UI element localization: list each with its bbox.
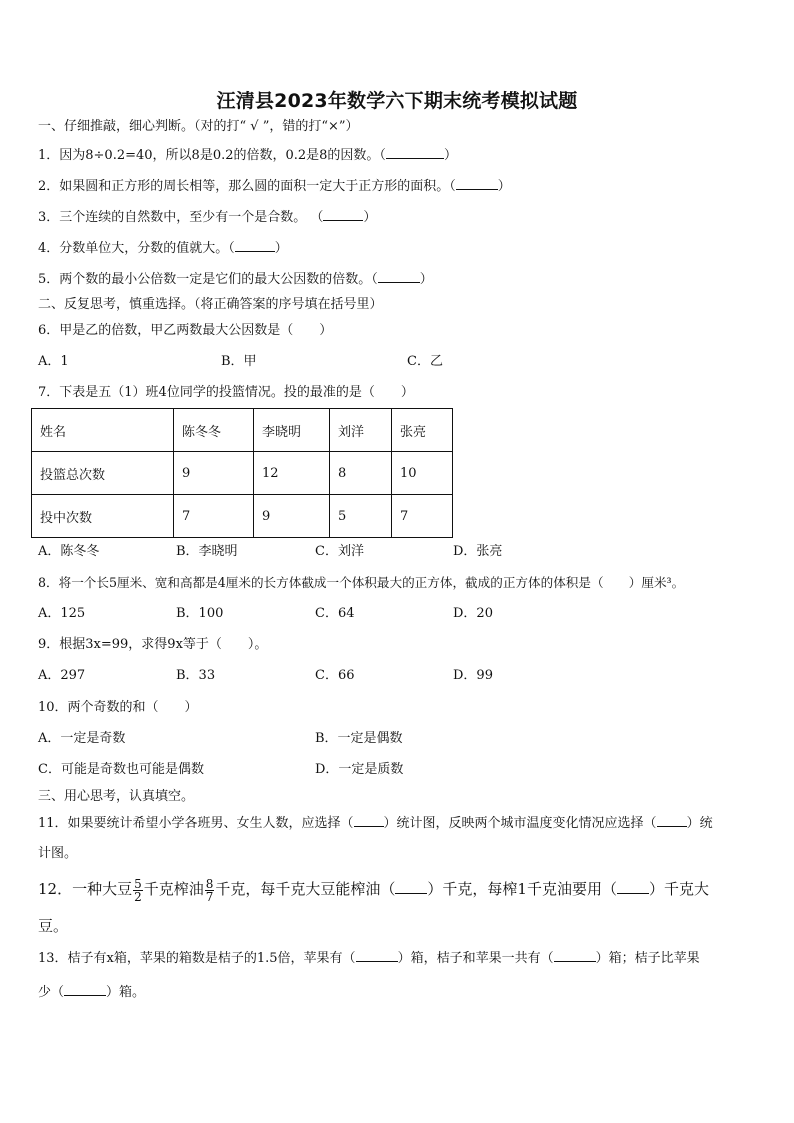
question-4: 4．分数单位大，分数的值就大。（ ） (38, 241, 288, 256)
table-cell: 姓名 (32, 409, 174, 452)
option-c[interactable]: C．66 (315, 668, 355, 683)
question-5: 5．两个数的最小公倍数一定是它们的最大公因数的倍数。（ ） (38, 272, 433, 287)
table-cell: 9 (174, 452, 254, 495)
table-cell: 刘洋 (330, 409, 392, 452)
option-a[interactable]: A．125 (38, 606, 86, 621)
option-b[interactable]: B．33 (176, 668, 216, 683)
table-cell: 张亮 (392, 409, 453, 452)
section-1-heading: 一、仔细推敲，细心判断。（对的打“ √ ”，错的打“×”） (38, 119, 359, 134)
table-cell: 陈冬冬 (174, 409, 254, 452)
table-row (32, 495, 453, 538)
question-12: 12．一种大豆 $\frac{5}{2}$ 千克榨油 $\frac{8}{7}$ 千克，每千克大豆能榨油（ ）千克，每榨1千克油要用（ ）千克大 (38, 876, 709, 904)
option-a[interactable]: A．1 (38, 354, 69, 369)
answer-blank[interactable] (323, 208, 363, 221)
table-cell: 7 (392, 495, 453, 538)
page-title: 汪清县2023年数学六下期末统考模拟试题 (216, 90, 578, 112)
question-8-text: 8．将一个长5厘米、宽和高都是4厘米的长方体截成一个体积最大的正方体，截成的正方体的体积是（ ）厘米³。 (38, 575, 685, 590)
question-3: 3．三个连续的自然数中，至少有一个是合数。 （ ） (38, 210, 377, 225)
option-a[interactable]: A．一定是奇数 (38, 731, 126, 746)
fraction: $\frac{8}{7}$ (205, 876, 214, 904)
fraction: $\frac{5}{2}$ (134, 876, 142, 904)
question-2: 2．如果圆和正方形的周长相等，那么圆的面积一定大于正方形的面积。（ ） (38, 179, 511, 194)
table-cell: 投中次数 (32, 495, 174, 538)
table-row (32, 452, 453, 495)
option-d[interactable]: D．20 (453, 606, 493, 621)
option-c[interactable]: C．可能是奇数也可能是偶数 (38, 762, 204, 777)
question-4-text: 4．分数单位大，分数的值就大。（ (38, 241, 235, 256)
option-c[interactable]: C．刘洋 (315, 544, 364, 559)
answer-blank[interactable] (235, 239, 275, 252)
question-3-text: 3．三个连续的自然数中，至少有一个是合数。 （ (38, 210, 324, 225)
answer-blank[interactable] (554, 949, 596, 962)
answer-blank[interactable] (617, 881, 649, 894)
option-c[interactable]: C．乙 (407, 354, 443, 369)
question-5-text: 5．两个数的最小公倍数一定是它们的最大公因数的倍数。（ (38, 272, 378, 287)
answer-blank[interactable] (354, 814, 384, 827)
answer-blank[interactable] (356, 949, 398, 962)
question-13-continued: 少（ ）箱。 (38, 985, 146, 1000)
option-d[interactable]: D．一定是质数 (315, 762, 404, 777)
question-10-text: 10．两个奇数的和（ ） (38, 700, 198, 715)
table-cell: 8 (330, 452, 392, 495)
table-cell: 李晓明 (254, 409, 330, 452)
question-11: 11．如果要统计希望小学各班男、女生人数，应选择（ ）统计图，反映两个城市温度变化情况应选择（ ）统 (38, 816, 713, 831)
answer-blank[interactable] (386, 146, 444, 159)
table-cell: 9 (254, 495, 330, 538)
section-2-heading: 二、反复思考，慎重选择。（将正确答案的序号填在括号里） (38, 297, 383, 312)
answer-blank[interactable] (395, 881, 427, 894)
question-1: 1．因为8÷0.2=40，所以8是0.2的倍数，0.2是8的因数。（ ） (38, 148, 457, 163)
answer-blank[interactable] (378, 270, 420, 283)
option-c[interactable]: C．64 (315, 606, 355, 621)
table-cell: 10 (392, 452, 453, 495)
question-6-text: 6．甲是乙的倍数，甲乙两数最大公因数是（ ） (38, 323, 333, 338)
option-a[interactable]: A．陈冬冬 (38, 544, 100, 559)
question-13: 13．桔子有x箱，苹果的箱数是桔子的1.5倍，苹果有（ ）箱，桔子和苹果一共有（ ）箱；桔子比苹果 (38, 951, 700, 966)
question-2-text: 2．如果圆和正方形的周长相等，那么圆的面积一定大于正方形的面积。（ (38, 179, 456, 194)
question-9-text: 9．根据3x=99，求得9x等于（ ）。 (38, 637, 268, 652)
table-cell: 投篮总次数 (32, 452, 174, 495)
answer-blank[interactable] (657, 814, 687, 827)
table-cell: 12 (254, 452, 330, 495)
option-a[interactable]: A．297 (38, 668, 86, 683)
shooting-table (31, 408, 453, 538)
question-11-continued: 计图。 (38, 846, 78, 861)
answer-blank[interactable] (456, 177, 498, 190)
section-3-heading: 三、用心思考，认真填空。 (38, 789, 195, 804)
answer-blank[interactable] (64, 983, 106, 996)
question-1-text: 1．因为8÷0.2=40，所以8是0.2的倍数，0.2是8的因数。（ (38, 148, 386, 163)
table-cell: 5 (330, 495, 392, 538)
option-d[interactable]: D．张亮 (453, 544, 503, 559)
table-row (32, 409, 453, 452)
option-b[interactable]: B．100 (176, 606, 224, 621)
question-12-continued: 豆。 (38, 917, 69, 935)
question-7-text: 7．下表是五（1）班4位同学的投篮情况。投的最准的是（ ） (38, 385, 414, 400)
table-cell: 7 (174, 495, 254, 538)
option-d[interactable]: D．99 (453, 668, 493, 683)
option-b[interactable]: B．一定是偶数 (315, 731, 403, 746)
option-b[interactable]: B．李晓明 (176, 544, 238, 559)
option-b[interactable]: B．甲 (221, 354, 257, 369)
